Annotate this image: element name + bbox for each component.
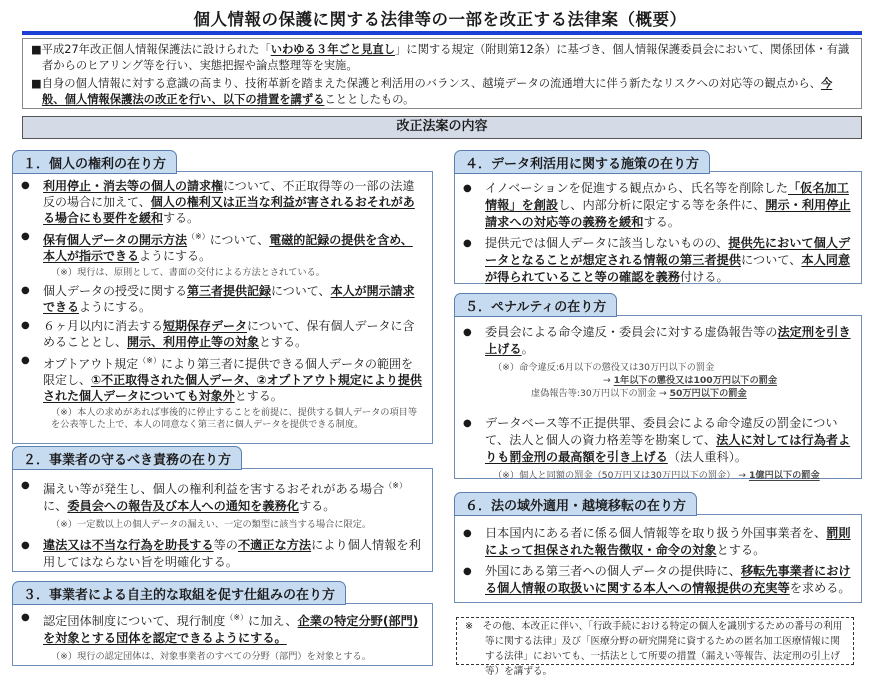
section-items bbox=[463, 324, 851, 497]
text-segment: （※）個人と同額の罰金（50万円又は30万円以下の罰金） → bbox=[493, 470, 749, 481]
text-segment: オプトアウト規定 bbox=[43, 356, 139, 371]
text-segment: 委員会による命令違反・委員会に対する虚偽報告等の bbox=[485, 325, 778, 339]
text-segment: とする。 bbox=[716, 543, 766, 557]
text-segment: 外国にある第三者への個人データの提供時に、 bbox=[485, 564, 741, 578]
emphasis-text: いわゆる３年ごと見直し bbox=[270, 43, 395, 56]
emphasis-text: 短期保存データ bbox=[163, 318, 248, 333]
section-4-box bbox=[454, 171, 862, 284]
intro-box bbox=[22, 38, 862, 109]
penalty-note bbox=[463, 469, 851, 483]
text-segment: により第三者に提供できる個人データの範囲を限定し、 bbox=[43, 356, 413, 387]
text-segment: ようにする。 bbox=[79, 299, 152, 314]
text-segment: を求める。 bbox=[789, 581, 851, 595]
bullet-item bbox=[463, 525, 851, 559]
text-segment: により個人情報を利用してはならない旨を明確化する。 bbox=[43, 538, 421, 570]
item-note: （※）本人の求めがあれば事後的に停止することを前提に、提供する個人データの項目等を公表等した上で、本人の同意なく第三者に個人データを提供できる制度。 bbox=[51, 406, 418, 430]
text-segment: 付ける。 bbox=[680, 270, 729, 284]
emphasis-text: 個人の権利又は正当な利益が害されるおそれがある場合にも要件を緩和 bbox=[43, 195, 415, 225]
text-segment: （※）命令違反:6月以下の懲役又は30万円以下の罰金 bbox=[493, 362, 715, 373]
emphasis-text: 罰則によって担保された報告徴収・命令の対象 bbox=[485, 526, 851, 557]
penalty-notes bbox=[463, 469, 851, 483]
item-note: （※）現行の認定団体は、対象事業者のすべての分野（部門）を対象とする。 bbox=[51, 651, 371, 663]
footnote-marker: （※） bbox=[138, 355, 161, 365]
text-segment: について、保有個人データに含めることとし、 bbox=[43, 318, 415, 349]
section-1-box bbox=[12, 171, 433, 444]
text-segment: イノベーションを促進する観点から、氏名等を削除した bbox=[485, 181, 788, 195]
emphasis-text: 違法又は不当な行為を助長する bbox=[43, 538, 214, 553]
emphasis-text: 50万円以下の罰金 bbox=[669, 388, 747, 399]
penalty-note bbox=[463, 361, 851, 375]
emphasis-text: 不適正な方法 bbox=[238, 538, 312, 553]
text-segment: に、 bbox=[43, 499, 68, 514]
text-segment: ６ヶ月以内に消去する bbox=[43, 318, 164, 333]
bullet-item bbox=[463, 563, 851, 597]
bullet-item bbox=[21, 537, 422, 571]
emphasis-text: 電磁的記録の提供を含め、本人が指示できる bbox=[43, 233, 413, 263]
emphasis-text: 今般、個人情報保護法の改正を行い、以下の措置を講ずる bbox=[42, 77, 833, 106]
text-segment: 等の bbox=[213, 538, 238, 553]
text-segment: に加え、 bbox=[248, 614, 298, 629]
section-4-tab: ４．データ利活用に関する施策の在り方 bbox=[454, 150, 710, 174]
bullet-item bbox=[21, 318, 422, 350]
contents-heading: 改正法案の内容 bbox=[22, 116, 862, 139]
bullet-item bbox=[463, 415, 851, 466]
section-items bbox=[21, 477, 422, 575]
emphasis-text: 提供先において個人データとなることが想定される情報の第三者提供 bbox=[485, 236, 851, 267]
section-items bbox=[463, 525, 851, 601]
text-segment: 。 bbox=[521, 342, 534, 356]
emphasis-text: 委員会への報告及び本人への通知を義務化 bbox=[67, 499, 299, 514]
text-segment: 提供元では個人データに該当しないものの、 bbox=[485, 236, 729, 250]
text-segment: ■自身の個人情報に対する意識の高まり、技術革新を踏まえた保護と利活用のバランス、越境データの流通増大に伴う新たなリスクへの対応等の観点から、 bbox=[31, 77, 821, 90]
penalty-note bbox=[463, 387, 851, 401]
bullet-item bbox=[21, 283, 422, 315]
text-segment: ようにする。 bbox=[139, 249, 212, 263]
text-segment: 漏えい等が発生し、個人の権利利益を害するおそれがある場合 bbox=[43, 482, 385, 497]
text-segment: とする。 bbox=[259, 334, 308, 349]
emphasis-text: 利用停止・消去等の個人の請求権 bbox=[43, 179, 224, 193]
text-segment: し、内部分析に限定する等を条件に、 bbox=[558, 198, 766, 212]
emphasis-text: 1億円以下の罰金 bbox=[748, 470, 820, 481]
emphasis-text: 移転先事業者における個人情報の取扱いに関する本人への情報提供の充実等 bbox=[485, 564, 851, 595]
penalty-note bbox=[463, 374, 851, 388]
text-segment: 認定団体制度について、現行制度 bbox=[43, 614, 226, 629]
penalty-notes bbox=[463, 361, 851, 401]
section-6-tab: ６．法の域外適用・越境移転の在り方 bbox=[454, 492, 697, 516]
emphasis-text: 法人に対しては行為者よりも罰金刑の最高額を引き上げる bbox=[485, 433, 851, 464]
section-3-tab: ３．事業者による自主的な取組を促す仕組みの在り方 bbox=[12, 581, 346, 605]
page-title: 個人情報の保護に関する法律等の一部を改正する法律案（概要） bbox=[193, 10, 687, 29]
bullet-item bbox=[21, 353, 422, 404]
section-5-tab: ５．ペナルティの在り方 bbox=[454, 293, 617, 317]
emphasis-text: 開示・利用停止請求への対応等の義務を緩和 bbox=[485, 198, 851, 229]
bullet-item bbox=[463, 235, 851, 286]
bullet-item bbox=[21, 229, 422, 264]
section-2-box bbox=[12, 468, 433, 572]
text-segment: 虚偽報告等:30万円以下の罰金 → bbox=[531, 388, 670, 399]
footnote-marker: （※） bbox=[384, 481, 407, 490]
text-segment: について、不正取得等の一部の法違反の場合に加えて、 bbox=[43, 179, 415, 209]
text-segment: こととしたもの。 bbox=[324, 93, 415, 106]
intro-paragraph bbox=[31, 76, 853, 108]
footnote-marker: （※） bbox=[225, 613, 249, 622]
section-items bbox=[463, 180, 851, 290]
item-note: （※）一定数以上の個人データの漏えい、一定の類型に該当する場合に限定。 bbox=[51, 519, 372, 531]
section-items bbox=[21, 609, 422, 669]
section-items bbox=[21, 178, 422, 435]
text-segment: ■平成27年改正個人情報保護法に設けられた「 bbox=[31, 43, 271, 56]
emphasis-text: 本人同意が得られていること等の確認を義務 bbox=[485, 253, 851, 284]
bullet-item bbox=[21, 477, 422, 515]
section-2-tab: ２．事業者の守るべき責務の在り方 bbox=[12, 446, 242, 470]
text-segment: する。 bbox=[643, 215, 680, 229]
text-segment: 日本国内にある者に係る個人情報等を取り扱う外国事業者を、 bbox=[485, 526, 827, 540]
title-rule bbox=[22, 31, 862, 35]
emphasis-text: ①不正取得された個人データ、②オプトアウト規定により提供された個人データについても対象外 bbox=[43, 372, 422, 403]
footnote-marker: （※） bbox=[187, 232, 210, 241]
footnote: ※ その他、本改正に伴い、「行政手続における特定の個人を識別するための番号の利用等に関する法律」及び「医療分野の研究開発に資するための匿名加工医療情報に関する法律」においても、一括法として所要の措置（漏えい等報告、法定刑の引上げ等）を講ずる。 bbox=[456, 617, 854, 665]
text-segment: 」に関する規定（附則第12条）に基づき、個人情報保護委員会において、関係団体・有識者からのヒアリング等を行い、実態把握や論点整理等を実施。 bbox=[42, 43, 850, 72]
emphasis-text: 保有個人データの開示方法 bbox=[43, 233, 188, 247]
intro-paragraph bbox=[31, 42, 853, 74]
bullet-item bbox=[21, 178, 422, 226]
bullet-item bbox=[463, 180, 851, 231]
text-segment: について、 bbox=[209, 233, 270, 247]
section-5-box bbox=[454, 315, 862, 479]
text-segment: （法人重科）。 bbox=[667, 450, 748, 464]
text-segment: データベース等不正提供罪、委員会による命令違反の罰金について、法人と個人の資力格差等を勘案して、 bbox=[485, 416, 838, 447]
section-6-box bbox=[454, 514, 862, 603]
bullet-item bbox=[463, 324, 851, 358]
item-note: （※）現行は、原則として、書面の交付による方法とされている。 bbox=[51, 267, 325, 278]
emphasis-text: 開示、利用停止等の対象 bbox=[127, 334, 260, 349]
text-segment: について、 bbox=[740, 253, 802, 267]
section-3-box bbox=[12, 603, 433, 666]
text-segment: する。 bbox=[163, 211, 200, 225]
text-segment: する。 bbox=[298, 499, 336, 514]
emphasis-text: 第三者提供記録 bbox=[187, 283, 272, 298]
emphasis-text: 企業の特定分野(部門)を対象とする団体を認定できるようにする。 bbox=[43, 614, 419, 646]
text-segment: 個人データの授受に関する bbox=[43, 283, 188, 298]
emphasis-text: 法定刑を引き上げる bbox=[485, 325, 851, 356]
section-1-tab: １．個人の権利の在り方 bbox=[12, 150, 177, 174]
emphasis-text: 本人が開示請求できる bbox=[43, 283, 415, 314]
emphasis-text: 1年以下の懲役又は100万円以下の罰金 bbox=[613, 375, 778, 386]
text-segment: → bbox=[603, 375, 614, 386]
bullet-item bbox=[21, 609, 422, 647]
emphasis-text: 「仮名加工情報」を創設 bbox=[485, 181, 849, 212]
text-segment: とする。 bbox=[234, 388, 283, 403]
text-segment: について、 bbox=[271, 283, 331, 298]
